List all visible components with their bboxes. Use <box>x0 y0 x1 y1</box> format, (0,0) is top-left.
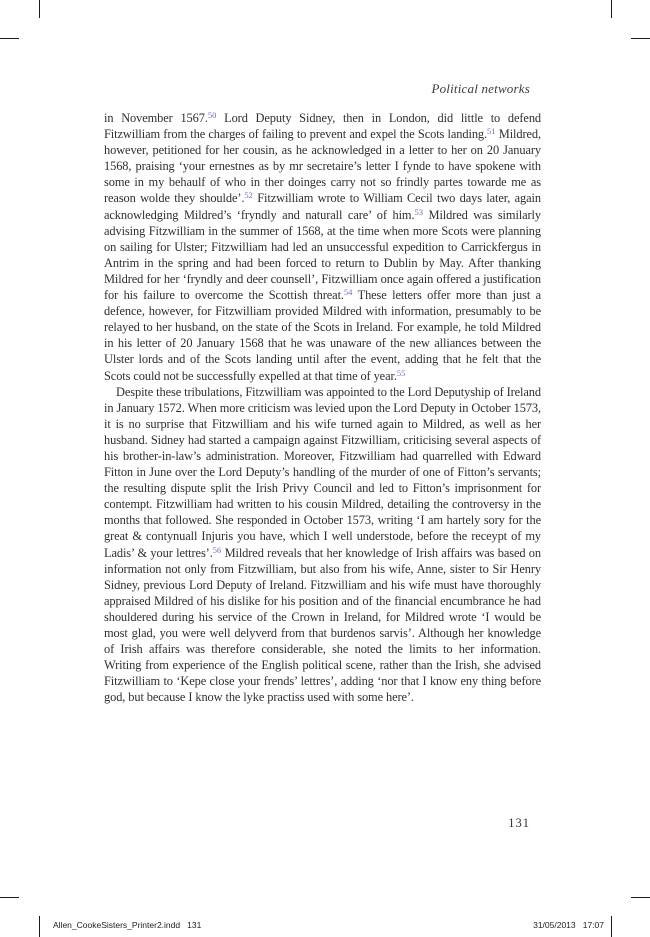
slug-filename: Allen_CookeSisters_Printer2.indd 131 <box>53 920 202 930</box>
crop-mark-top-left-vertical <box>39 0 40 18</box>
footnote-ref-55[interactable]: 55 <box>396 367 406 378</box>
paragraph-text: Mildred reveals that her knowledge of Irish affairs was based on information not only from Fitzwilliam, but also from his wife, Anne, sister to Sir Henry Sidney, previous Lord Deputy of Ireland. Fitzwilliam and his wife must have thoroughly appraised Mildred of his dislike for his position and of the financial encumbrance he had shouldered during his service of the Crown in Ireland, for Mildred wrote ‘I would be most glad, you were well delyverd from that burdenos sarvis’. Although her knowledge of Irish affairs was therefore considerable, she noted the limits to her information. Writing from experience of the English political scene, rather than the Irish, she advised Fitzwilliam to ‘Kepe close your frends’ lettres’, adding ‘nor that I know eny thing before god, but because I know the lyke practiss used with some here’. <box>104 545 541 705</box>
body-text <box>104 110 541 705</box>
footnote-ref-52[interactable]: 52 <box>244 190 253 201</box>
footnote-ref-56[interactable]: 56 <box>212 544 222 555</box>
paragraph-text: in November 1567. <box>104 111 208 125</box>
running-header: Political networks <box>431 81 530 96</box>
crop-mark-bottom-right-vertical <box>611 916 612 937</box>
footnote-ref-53[interactable]: 53 <box>414 206 423 217</box>
paragraph-text: Despite these tribulations, Fitzwilliam was appointed to the Lord Deputyship of Ireland in January 1572. When more criticism was levied upon the Lord Deputy in October 1573, it is no surprise that Fitzwilliam and his wife turned again to Mildred, as well as her husband. Sidney had started a campaign against Fitzwilliam, criticising several aspects of his brother-in-law’s administration. Moreover, Fitzwilliam had quarrelled with Edward Fitton in June over the Lord Deputy’s handling of the murder of one of Fitton’s servants; the resulting dispute split the Irish Privy Council and led to Fitton’s imprisonment for contempt. Fitzwilliam had written to his cousin Mildred, detailing the controversy in the months that followed. She responded in October 1573, writing ‘I am hartely sory for the great & contynuall Injuris you have, which I well understode, before the receypt of my Ladis’ & your lettres’. <box>104 384 541 560</box>
paragraph-text: Mildred was similarly advising Fitzwilliam in the summer of 1568, at the time when more Scots were planning on sailing for Ulster; Fitzwilliam had led an unsuccessful expedition to Carrickfergus in Antrim in the spring and had been forced to return to Dublin by May. After thanking Mildred for her ‘fryndly and deer counsell’, Fitzwilliam once again offered a justification for his failure to overcome the Scottish threat. <box>104 207 541 303</box>
footnote-ref-54[interactable]: 54 <box>343 287 353 298</box>
paragraph-text: Mildred, however, petitioned for her cousin, as he acknowledged in a letter to her on 20 January 1568, praising ‘your ernestnes as by mr secretaire’s letter I fynde to have spokene with some in my behaulf of who in ther doinges carry not so frindly partes towarde me as reason wolde they shoulde’. <box>104 127 542 206</box>
paragraph-text: These letters offer more than just a defence, however, for Fitzwilliam provided Mildred with information, presumably to be relayed to her husband, on the state of the Scots in Ireland. For example, he told Mildred in his letter of 20 January 1568 that he was unaware of the new alliances between the Ulster lords and of the Scots landing until after the event, adding that he felt that the Scots could not be successfully expelled at that time of year. <box>104 288 541 383</box>
footnote-ref-51[interactable]: 51 <box>487 126 496 137</box>
crop-mark-bottom-left-vertical <box>39 916 40 937</box>
crop-mark-bottom-right-horizontal <box>631 897 650 898</box>
slug-datetime: 31/05/2013 17:07 <box>533 920 604 930</box>
crop-mark-bottom-left-horizontal <box>0 897 19 898</box>
footnote-ref-50[interactable]: 50 <box>207 110 217 120</box>
paragraph <box>104 384 541 706</box>
paragraph <box>104 110 541 384</box>
crop-mark-top-right-vertical <box>611 0 612 18</box>
crop-mark-top-right-horizontal <box>631 38 650 39</box>
paragraph-text: Lord Deputy Sidney, then in London, did little to defend Fitzwilliam from the charges of failing to prevent and expel the Scots landing. <box>104 111 542 142</box>
page-number: 131 <box>508 816 530 830</box>
crop-mark-top-left-horizontal <box>0 38 19 39</box>
paragraph-text: Fitzwilliam wrote to William Cecil two days later, again acknowledging Mildred’s ‘fryndly and naturall care’ of him. <box>104 191 541 222</box>
